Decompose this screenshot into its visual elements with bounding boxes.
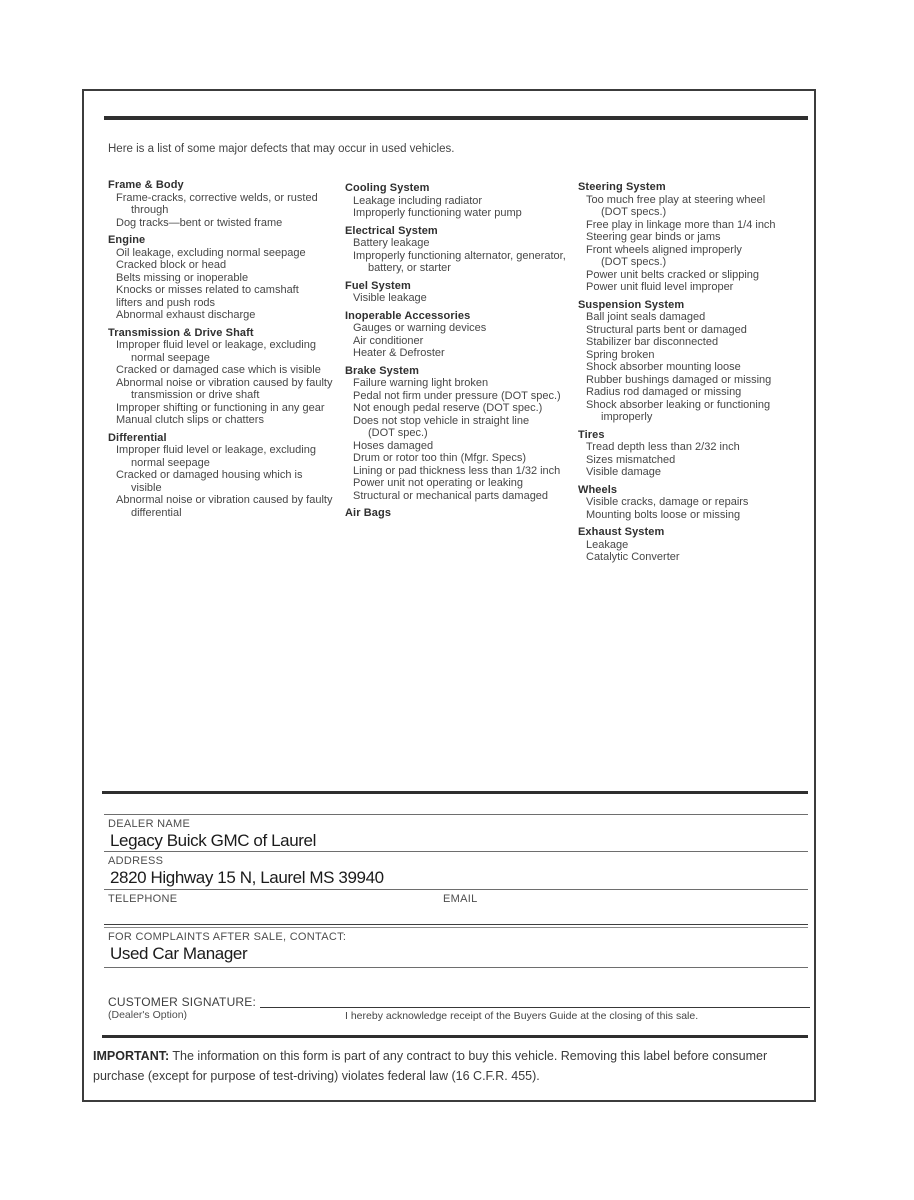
defect-item-text: Structural parts bent or damaged xyxy=(586,323,747,336)
defect-section-title: Brake System xyxy=(345,364,419,377)
defect-item-text: Power unit fluid level improper xyxy=(586,281,734,293)
defect-item-text: Rubber bushings damaged or missing xyxy=(586,373,772,386)
defect-item-text: Leakage including radiator xyxy=(353,194,483,207)
defect-item-text: Drum or rotor too thin (Mfgr. Specs) xyxy=(353,452,526,464)
defect-item-text: Front wheels aligned improperly xyxy=(586,243,742,256)
defect-item-text: Manual clutch slips or chatters xyxy=(116,414,264,426)
telephone-label: TELEPHONE xyxy=(108,893,178,905)
complaints-contact-value: Used Car Manager xyxy=(110,944,248,963)
defect-section-title: Exhaust System xyxy=(578,526,665,538)
important-text: The information on this form is part of any contract to buy this vehicle. Removing this label before consumer purchase (except for purpose of test-driving) violates federal law (16 C.F.R. 455). xyxy=(93,1049,768,1083)
defect-column-1 xyxy=(108,179,345,519)
defect-section-title: Engine xyxy=(108,234,146,246)
defect-item-text: Failure warning light broken xyxy=(353,377,489,389)
defect-item-text: lifters and push rods xyxy=(116,296,216,309)
customer-signature-line xyxy=(260,1007,810,1008)
defect-item-text: Visible damage xyxy=(586,466,662,478)
telephone-top-line xyxy=(104,889,808,890)
top-heavy-rule xyxy=(104,116,808,120)
dealer-name-value: Legacy Buick GMC of Laurel xyxy=(110,831,316,850)
defect-item-text: Cracked or damaged case which is visible xyxy=(116,364,321,376)
defect-item-text: Visible cracks, damage or repairs xyxy=(586,496,749,508)
defect-item-text: Battery leakage xyxy=(353,237,430,249)
defect-item-text: Improper fluid level or leakage, excluding xyxy=(116,444,316,456)
defect-item-text: Hoses damaged xyxy=(353,439,434,452)
defect-item-text: battery, or starter xyxy=(368,262,451,274)
defect-item-text: Steering gear binds or jams xyxy=(586,231,721,243)
defect-item-text: Tread depth less than 2/32 inch xyxy=(586,441,740,453)
defect-item-text: Dog tracks—bent or twisted frame xyxy=(116,216,283,229)
defect-item-text: transmission or drive shaft xyxy=(131,389,260,401)
defect-item-text: Too much free play at steering wheel xyxy=(586,193,766,206)
defect-section-title: Wheels xyxy=(578,483,618,496)
defect-item-text: normal seepage xyxy=(131,351,210,364)
defect-section-title: Frame & Body xyxy=(108,179,184,191)
email-label: EMAIL xyxy=(443,893,478,905)
defect-item-text: Mounting bolts loose or missing xyxy=(586,508,741,521)
intro-text: Here is a list of some major defects that may occur in used vehicles. xyxy=(108,143,455,155)
defect-section-title: Differential xyxy=(108,431,167,444)
defect-item-text: Power unit not operating or leaking xyxy=(353,477,523,489)
defect-item-text: Cracked block or head xyxy=(116,259,227,271)
defect-column-3 xyxy=(578,181,804,564)
defect-item-text: Sizes mismatched xyxy=(586,453,676,466)
defect-item-text: Cracked or damaged housing which is xyxy=(116,469,303,481)
complaints-contact-label: FOR COMPLAINTS AFTER SALE, CONTACT: xyxy=(108,931,347,943)
defect-item-text: Oil leakage, excluding normal seepage xyxy=(116,246,306,259)
defect-item-text: Abnormal noise or vibration caused by faulty xyxy=(116,494,333,506)
complaints-double-rule xyxy=(104,924,808,928)
defect-item-text: Leakage xyxy=(586,538,629,551)
dealers-option-note: (Dealer's Option) xyxy=(108,1009,188,1021)
defect-column-2 xyxy=(345,182,578,520)
defect-section-title: Inoperable Accessories xyxy=(345,309,471,322)
defect-item-text: (DOT specs.) xyxy=(601,256,667,268)
defect-section-title: Air Bags xyxy=(345,507,392,519)
address-value: 2820 Highway 15 N, Laurel MS 39940 xyxy=(110,868,384,887)
address-top-line xyxy=(104,851,808,852)
defect-item-text: Structural or mechanical parts damaged xyxy=(353,489,549,502)
defect-item-text: normal seepage xyxy=(131,456,210,469)
defect-item-text: Heater & Defroster xyxy=(353,347,445,359)
defect-item-text: visible xyxy=(131,481,162,494)
defect-item-text: Abnormal exhaust discharge xyxy=(116,309,256,321)
defect-item-text: (DOT specs.) xyxy=(601,206,667,218)
acknowledgment-text: I hereby acknowledge receipt of the Buyers Guide at the closing of this sale. xyxy=(345,1010,699,1022)
defect-item-text: Abnormal noise or vibration caused by faulty xyxy=(116,376,333,389)
defect-item-text: Gauges or warning devices xyxy=(353,322,487,334)
customer-signature-label: CUSTOMER SIGNATURE: xyxy=(108,995,257,1009)
defect-item-text: through xyxy=(131,204,169,216)
defect-section-title: Fuel System xyxy=(345,279,411,292)
defect-item-text: improperly xyxy=(601,411,653,423)
important-heavy-rule xyxy=(102,1035,808,1038)
defect-item-text: Stabilizer bar disconnected xyxy=(586,336,719,348)
complaints-bottom-line xyxy=(104,967,808,968)
defect-section-title: Suspension System xyxy=(578,298,685,311)
buyers-guide-back-page xyxy=(82,89,816,1102)
defect-item-text: Improper shifting or functioning in any gear xyxy=(116,401,325,414)
important-notice xyxy=(93,1046,795,1086)
defect-item-text: Catalytic Converter xyxy=(586,551,680,563)
dealer-name-top-line xyxy=(104,814,808,815)
defect-item-text: differential xyxy=(131,506,182,519)
defect-section-title: Electrical System xyxy=(345,224,438,237)
defect-item-text: Improperly functioning alternator, generator, xyxy=(353,249,566,262)
defect-item-text: Shock absorber mounting loose xyxy=(586,361,741,373)
defect-item-text: Shock absorber leaking or functioning xyxy=(586,398,771,411)
defect-item-text: Ball joint seals damaged xyxy=(586,311,706,323)
defect-item-text: Free play in linkage more than 1/4 inch xyxy=(586,218,776,231)
defect-item-text: Knocks or misses related to camshaft xyxy=(116,284,299,296)
defect-item-text: Radius rod damaged or missing xyxy=(586,386,742,398)
defect-item-text: Belts missing or inoperable xyxy=(116,271,249,284)
defect-section-title: Transmission & Drive Shaft xyxy=(108,326,254,339)
address-label: ADDRESS xyxy=(108,855,164,867)
defect-item-text: Improperly functioning water pump xyxy=(353,207,522,219)
defect-item-text: Visible leakage xyxy=(353,292,427,304)
important-label: IMPORTANT: xyxy=(93,1049,170,1063)
dealer-section-heavy-rule xyxy=(102,791,808,794)
dealer-name-label: DEALER NAME xyxy=(108,818,191,830)
defect-item-text: Improper fluid level or leakage, excluding xyxy=(116,339,316,351)
defect-item-text: Does not stop vehicle in straight line xyxy=(353,414,530,427)
defect-item-text: Pedal not firm under pressure (DOT spec.) xyxy=(353,389,561,402)
defect-item-text: Spring broken xyxy=(586,348,655,361)
defect-section-title: Cooling System xyxy=(345,182,430,194)
defect-item-text: Power unit belts cracked or slipping xyxy=(586,268,760,281)
defect-item-text: Not enough pedal reserve (DOT spec.) xyxy=(353,402,543,414)
defect-item-text: (DOT spec.) xyxy=(368,427,428,439)
defect-item-text: Frame-cracks, corrective welds, or rusted xyxy=(116,191,318,204)
defect-section-title: Tires xyxy=(578,428,605,441)
defect-item-text: Lining or pad thickness less than 1/32 inch xyxy=(353,464,561,477)
defect-item-text: Air conditioner xyxy=(353,334,424,347)
defect-section-title: Steering System xyxy=(578,181,666,193)
